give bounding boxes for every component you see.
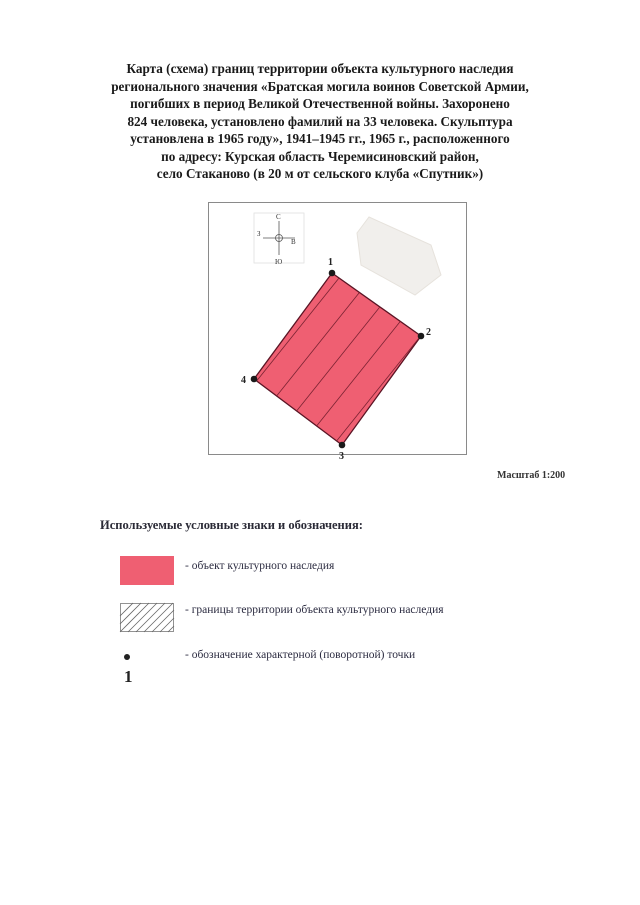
title-line: регионального значения «Братская могила воинов Советской Армии, [111, 78, 529, 94]
point-1-marker [329, 270, 336, 277]
compass-east: В [291, 238, 296, 246]
scale-label: Масштаб 1:200 [497, 470, 566, 481]
legend-item-text: - объект культурного наследия [185, 560, 335, 572]
hatch-swatch-icon [120, 603, 174, 632]
title-line: 824 человека, установлено фамилий на 33 человека. Скульптура [127, 113, 513, 129]
heritage-swatch [120, 556, 174, 585]
map-title [70, 60, 570, 183]
compass-south: Ю [275, 258, 283, 266]
compass-north: С [276, 213, 281, 221]
point-3-label: 3 [339, 451, 344, 462]
compass-west: З [257, 230, 261, 238]
legend-title: Используемые условные знаки и обозначения: [100, 518, 363, 532]
point-2-label: 2 [426, 327, 431, 338]
legend-item-text: - границы территории объекта культурного наследия [185, 604, 444, 616]
title-line: село Стаканово (в 20 м от сельского клуба «Спутник») [156, 166, 484, 181]
point-symbol-label: 1 [124, 667, 133, 686]
point-4-label: 4 [241, 375, 246, 386]
title-line: погибших в период Великой Отечественной войны. Захоронено [130, 96, 510, 111]
point-symbol [124, 647, 133, 687]
point-4-marker [251, 376, 258, 383]
map-frame [208, 202, 467, 462]
neighbour-building [357, 217, 441, 295]
title-line: по адресу: Курская область Черемисиновский район, [161, 148, 479, 164]
point-dot-icon [124, 654, 130, 660]
map-canvas [209, 203, 466, 462]
title-line: Карта (схема) границ территории объекта культурного наследия [126, 61, 514, 76]
title-line: установлена в 1965 году», 1941–1945 гг., 1965 г., расположенного [130, 131, 510, 146]
point-2-marker [418, 333, 425, 340]
compass-rose-icon [254, 213, 304, 266]
point-1-label: 1 [328, 257, 333, 268]
point-3-marker [339, 442, 346, 449]
heritage-object-area [254, 273, 421, 445]
legend-item-text: - обозначение характерной (поворотной) точки [185, 649, 416, 661]
